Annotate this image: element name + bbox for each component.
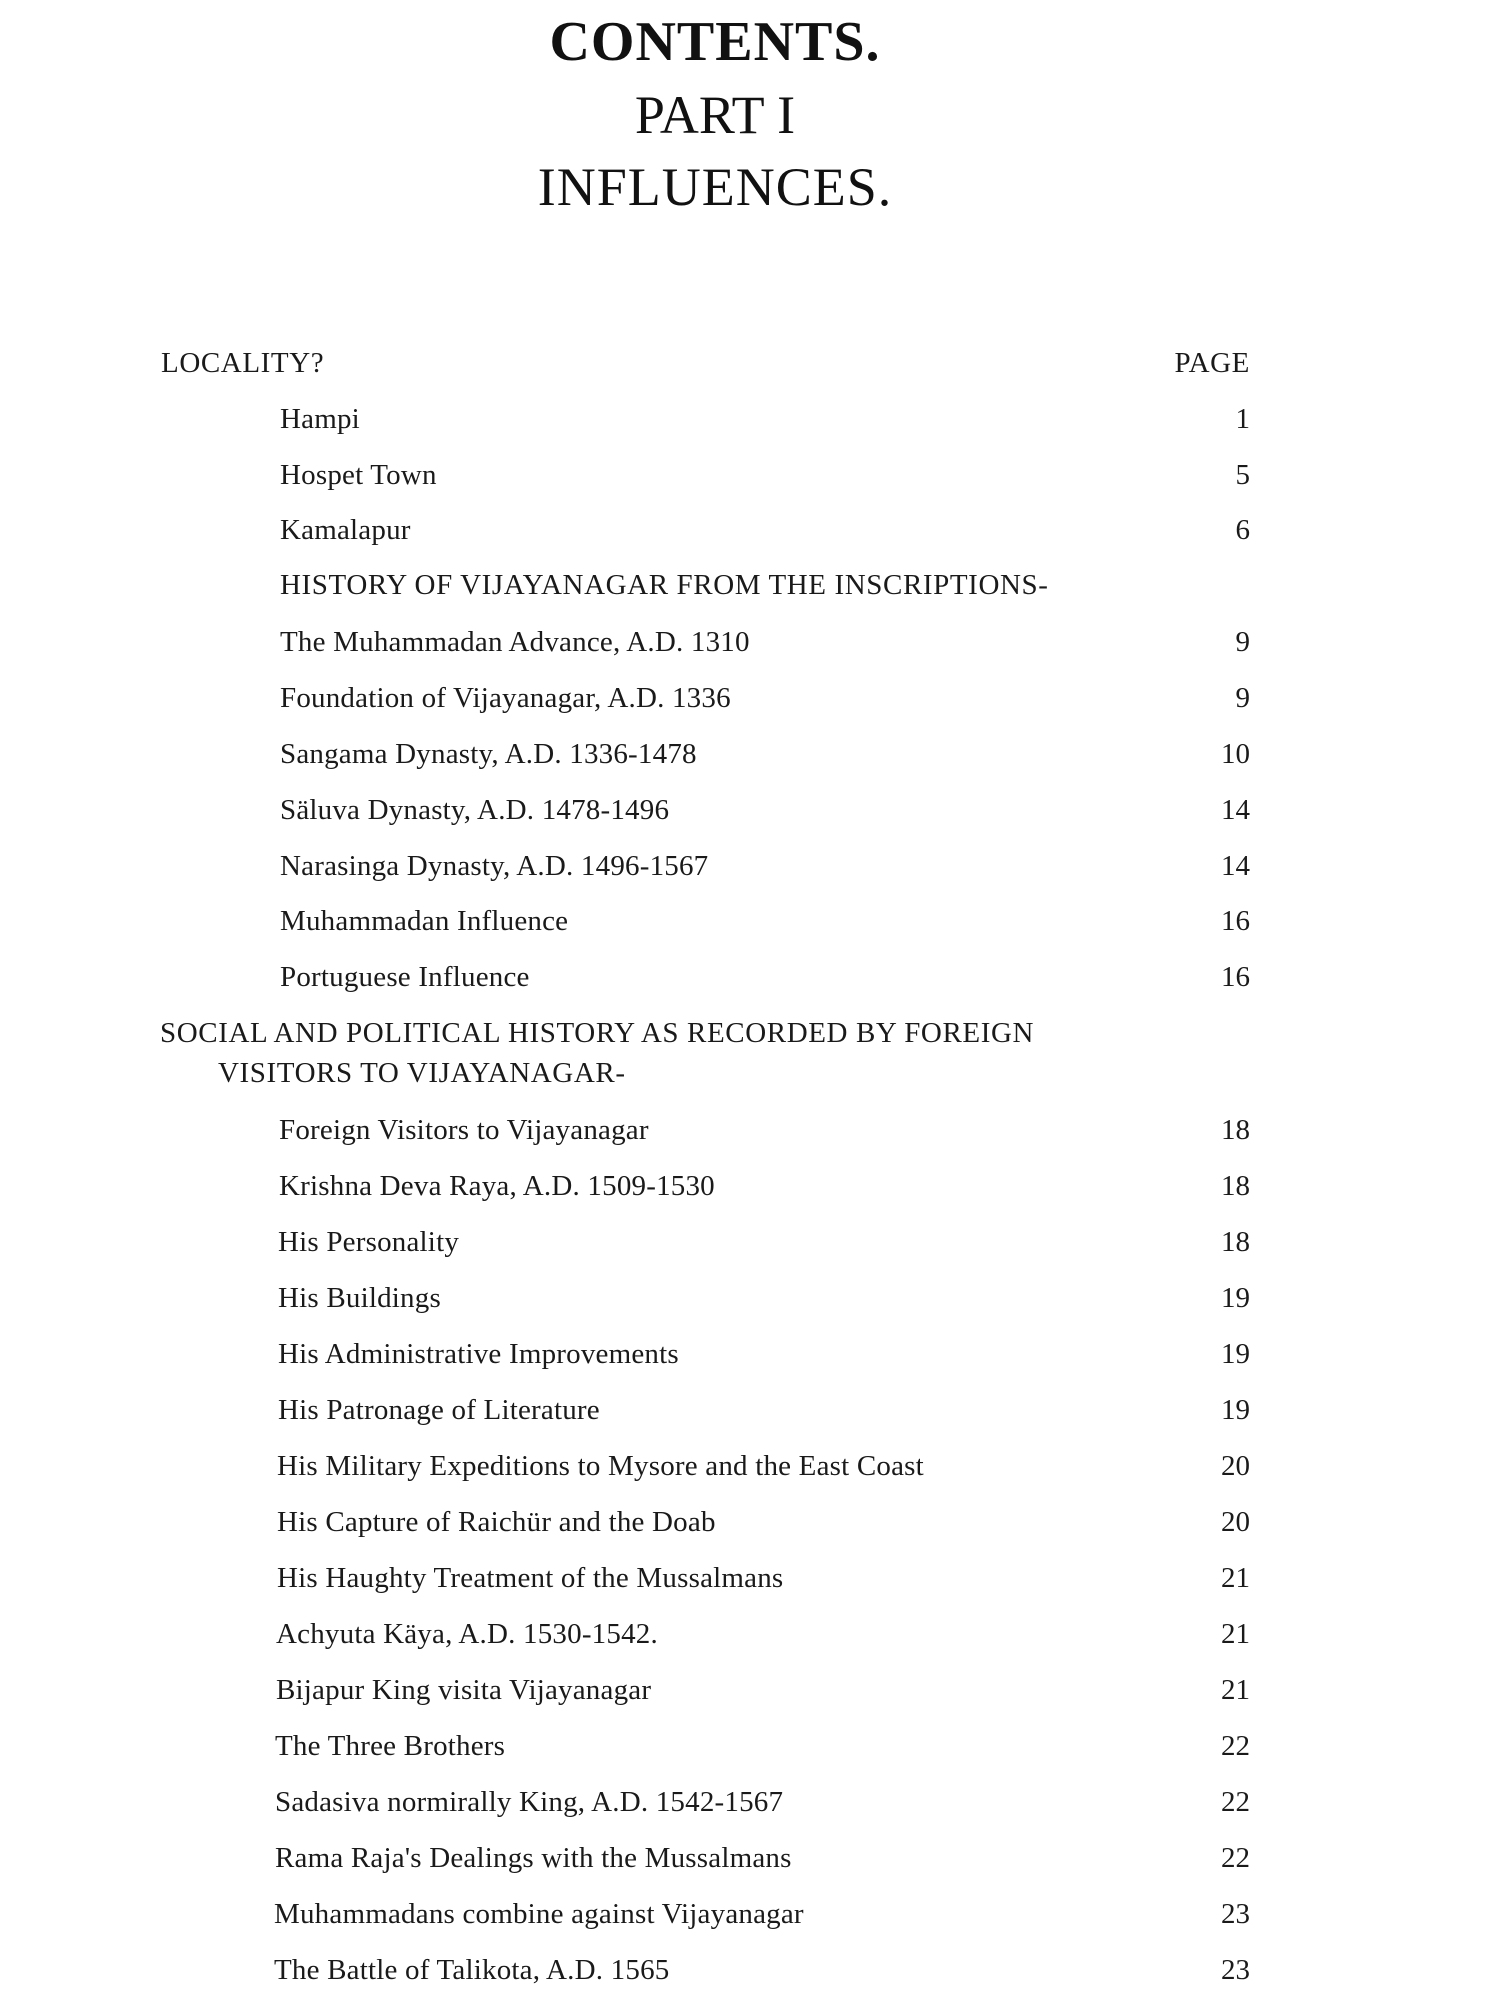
toc-entry-page: 21 — [1221, 1618, 1250, 1650]
toc-entry-title: Muhammadans combine against Vijayanagar — [274, 1898, 804, 1930]
toc-entry-title: His Administrative Improvements — [278, 1338, 679, 1370]
toc-entry-title: Portuguese Influence — [280, 961, 530, 993]
toc-entry-page: 22 — [1221, 1842, 1250, 1874]
toc-entry-page: 1 — [1235, 403, 1250, 435]
toc-entry-title: His Military Expeditions to Mysore and the East Coast — [277, 1450, 924, 1482]
page-column-label: PAGE — [1174, 347, 1250, 379]
toc-entry-title: The Battle of Talikota, A.D. 1565 — [274, 1954, 670, 1986]
toc-entry-title: Rama Raja's Dealings with the Mussalmans — [275, 1842, 792, 1874]
toc-entry-page: 22 — [1221, 1786, 1250, 1818]
toc-entry-page: 19 — [1221, 1394, 1250, 1426]
toc-entry-title: Hospet Town — [280, 459, 437, 491]
toc-entry-page: 21 — [1221, 1562, 1250, 1594]
toc-entry-page: 6 — [1235, 514, 1250, 546]
toc-entry-title: Narasinga Dynasty, A.D. 1496-1567 — [280, 850, 709, 882]
toc-entry-title: The Three Brothers — [275, 1730, 506, 1762]
toc-entry-title: His Haughty Treatment of the Mussalmans — [277, 1562, 784, 1594]
toc-entry-title: Muhammadan Influence — [280, 905, 569, 937]
toc-entry-page: 9 — [1235, 682, 1250, 714]
section-heading-social-political: SOCIAL AND POLITICAL HISTORY AS RECORDED BY FOREIGN — [160, 1017, 1035, 1049]
toc-entry-page: 23 — [1221, 1954, 1250, 1986]
toc-entry-title: Krishna Deva Raya, A.D. 1509-1530 — [279, 1170, 715, 1202]
toc-entry-title: The Muhammadan Advance, A.D. 1310 — [280, 626, 750, 658]
toc-entry-title: Sadasiva normirally King, A.D. 1542-1567 — [275, 1786, 784, 1818]
toc-entry-title: Hampi — [280, 403, 360, 435]
toc-entry-page: 21 — [1221, 1674, 1250, 1706]
toc-entry-page: 16 — [1221, 905, 1250, 937]
toc-entry-page: 9 — [1235, 626, 1250, 658]
part-heading: PART I — [634, 85, 796, 145]
toc-entry-page: 10 — [1221, 738, 1250, 770]
toc-entry-title: Bijapur King visita Vijayanagar — [276, 1674, 652, 1706]
toc-entry-title: His Patronage of Literature — [278, 1394, 600, 1426]
section-heading-locality: LOCALITY? — [161, 347, 325, 379]
toc-entry-title: His Capture of Raichür and the Doab — [277, 1506, 716, 1538]
toc-entry-page: 19 — [1221, 1338, 1250, 1370]
toc-entry-page: 23 — [1221, 1898, 1250, 1930]
toc-entry-page: 22 — [1221, 1730, 1250, 1762]
toc-entry-page: 16 — [1221, 961, 1250, 993]
toc-entry-title: Sangama Dynasty, A.D. 1336-1478 — [280, 738, 697, 770]
toc-entry-page: 14 — [1221, 850, 1250, 882]
toc-entry-title: Kamalapur — [280, 514, 411, 546]
toc-entry-page: 18 — [1221, 1226, 1250, 1258]
toc-entry-page: 5 — [1235, 459, 1250, 491]
toc-entry-page: 18 — [1221, 1114, 1250, 1146]
toc-entry-title: His Personality — [278, 1226, 460, 1258]
toc-entry-page: 20 — [1221, 1450, 1250, 1482]
section-heading-social-political-continued: VISITORS TO VIJAYANAGAR- — [218, 1057, 626, 1089]
toc-entry-title: Achyuta Käya, A.D. 1530-1542. — [276, 1618, 658, 1650]
toc-entry-page: 14 — [1221, 794, 1250, 826]
toc-entry-title: Foundation of Vijayanagar, A.D. 1336 — [280, 682, 731, 714]
toc-entry-page: 18 — [1221, 1170, 1250, 1202]
toc-entry-page: 19 — [1221, 1282, 1250, 1314]
toc-entry-title: Säluva Dynasty, A.D. 1478-1496 — [280, 794, 670, 826]
section-heading-history-inscriptions: HISTORY OF VIJAYANAGAR FROM THE INSCRIPTIONS- — [280, 569, 1049, 601]
part-subtitle: INFLUENCES. — [537, 157, 893, 217]
toc-entry-title: His Buildings — [278, 1282, 441, 1314]
toc-entry-title: Foreign Visitors to Vijayanagar — [279, 1114, 649, 1146]
toc-entry-page: 20 — [1221, 1506, 1250, 1538]
page-title: CONTENTS. — [549, 11, 881, 73]
